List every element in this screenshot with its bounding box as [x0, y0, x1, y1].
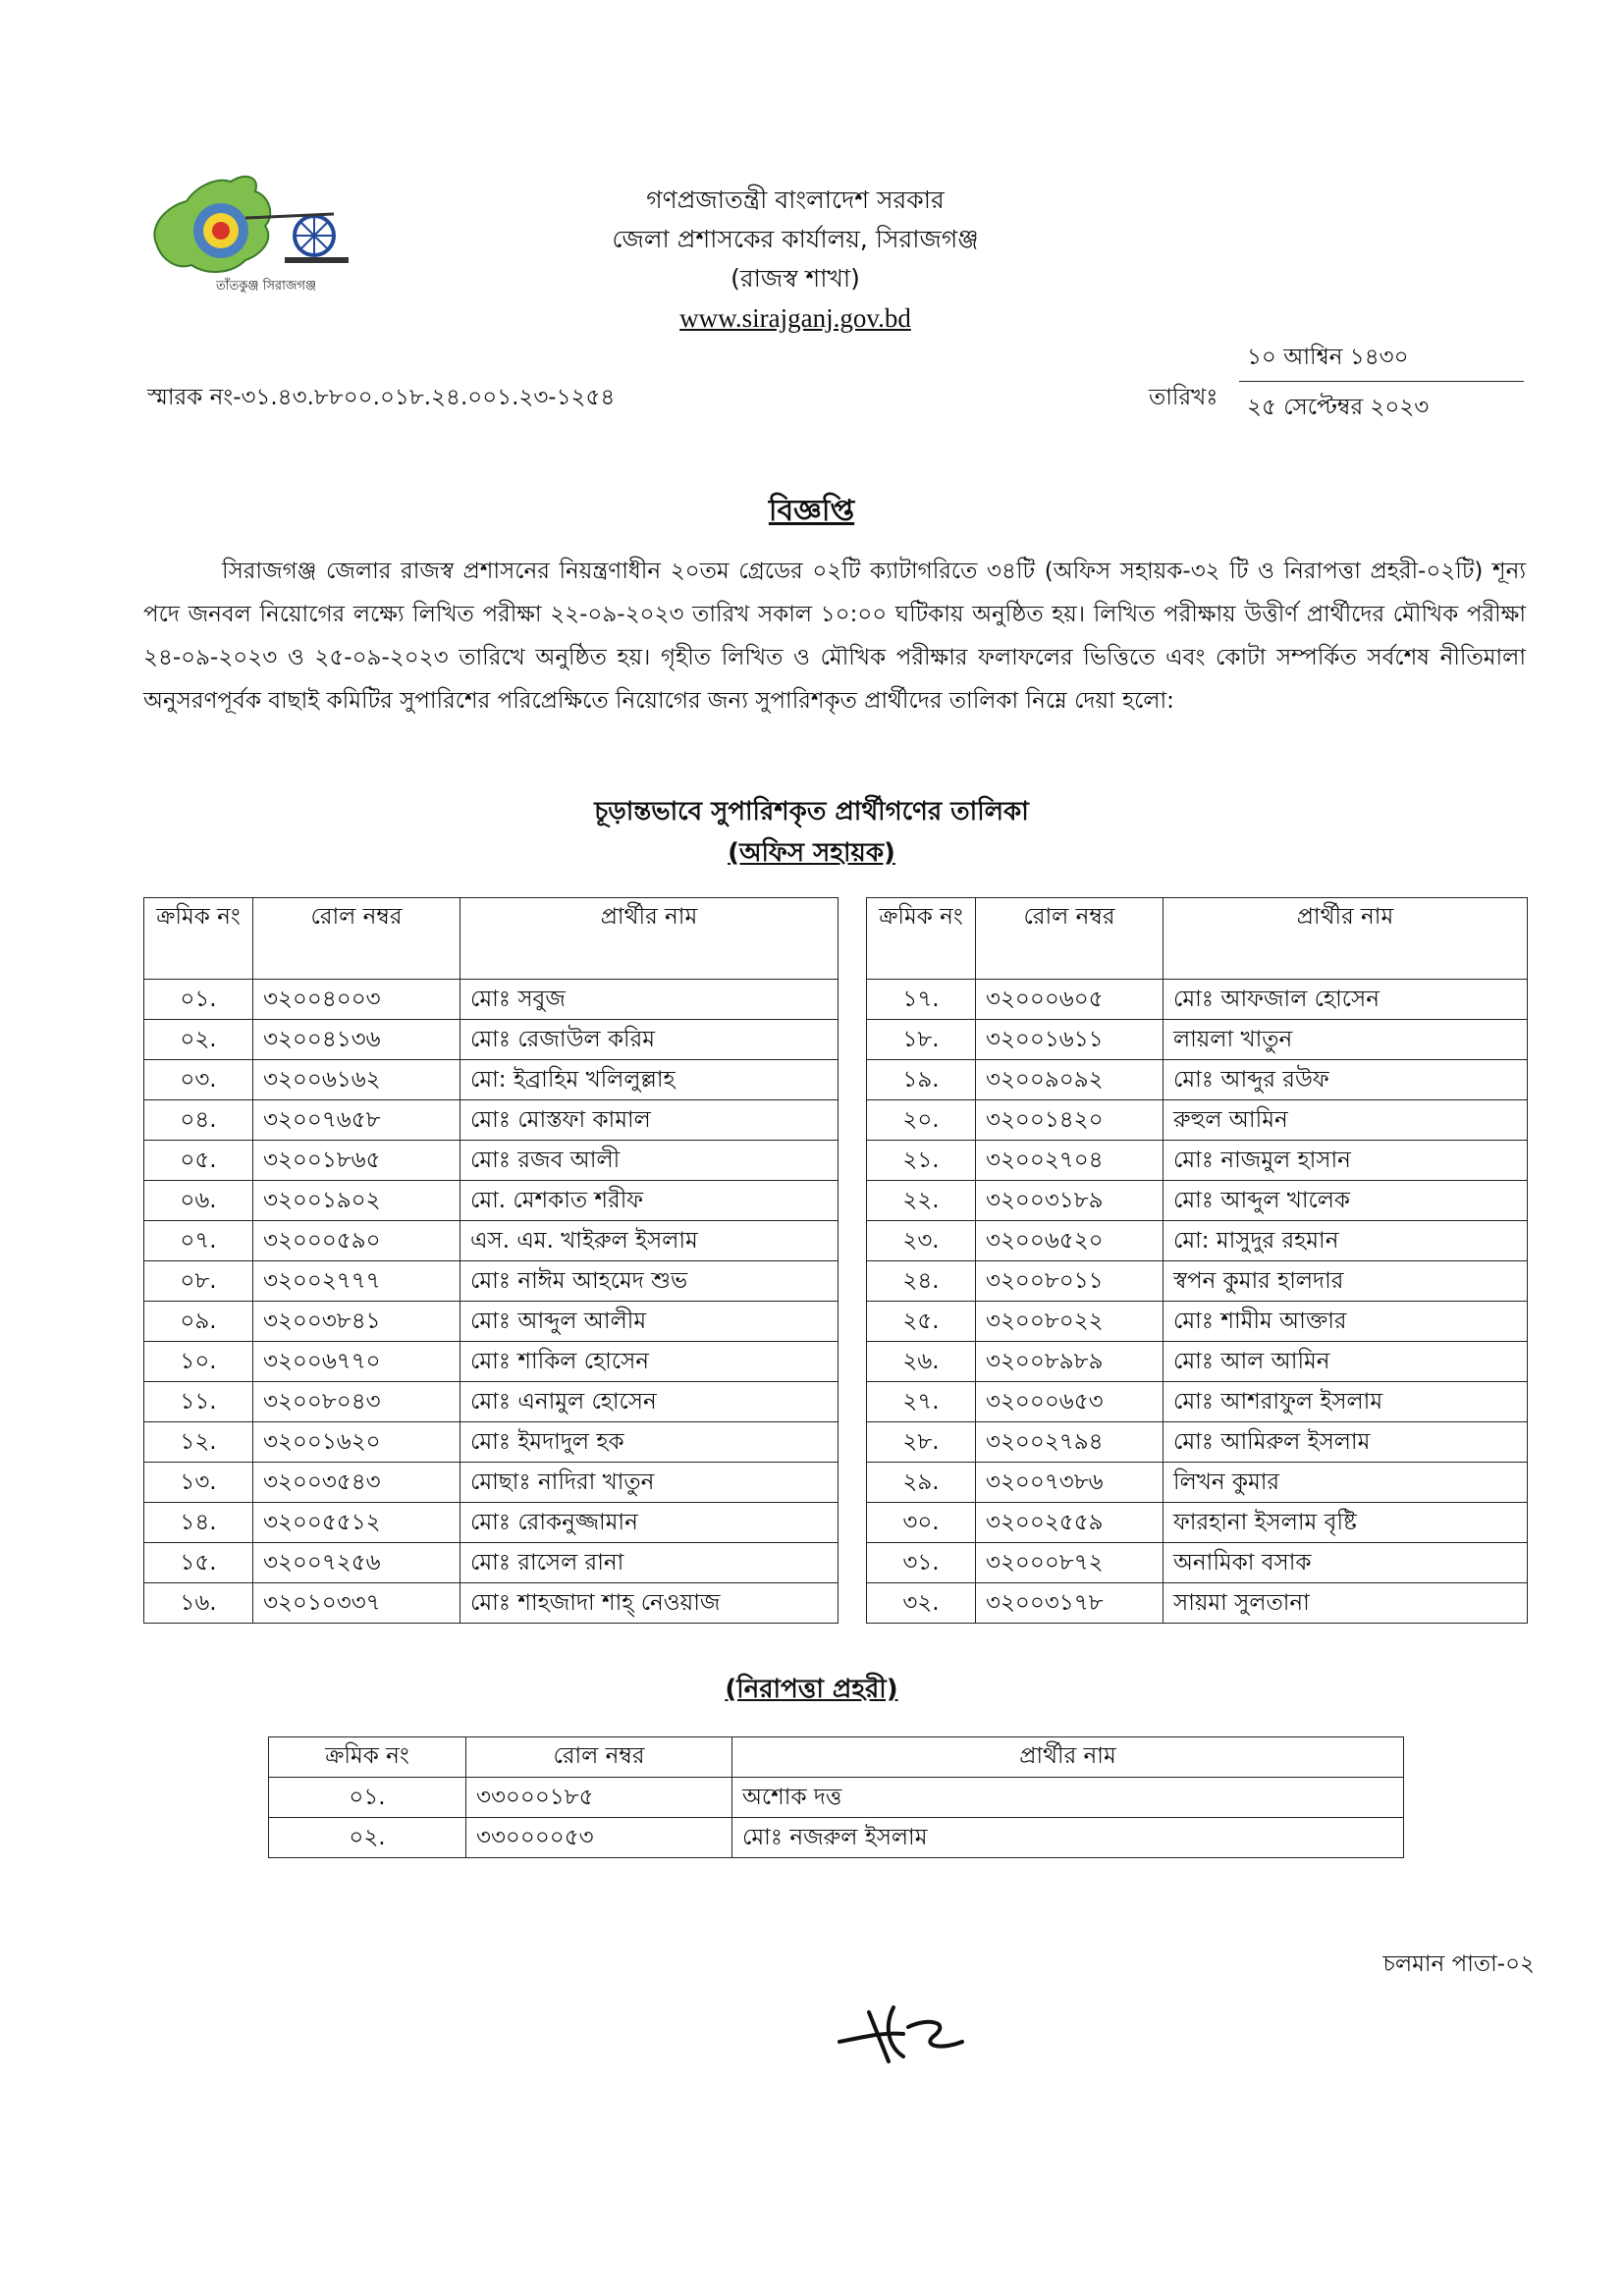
security-guard-table	[268, 1736, 1404, 1858]
serial-cell: ০১.	[144, 980, 253, 1020]
roll-cell: ৩২০০১৯০২	[253, 1181, 460, 1221]
serial-cell: ২৩.	[867, 1221, 976, 1261]
office-section-title: (অফিস সহায়ক)	[728, 838, 895, 868]
date-divider	[1239, 381, 1524, 382]
name-cell: মোঃ আল আমিন	[1163, 1342, 1528, 1382]
table-row	[269, 1818, 1404, 1858]
col-name: প্রার্থীর নাম	[732, 1737, 1404, 1778]
name-cell: মোঃ এনামুল হোসেন	[460, 1382, 839, 1422]
table-row	[144, 1543, 839, 1583]
table-row	[867, 1221, 1528, 1261]
date-label: তারিখঃ	[1149, 385, 1218, 410]
table-row	[269, 1778, 1404, 1818]
table-row	[867, 980, 1528, 1020]
govt-name: গণপ্রজাতন্ত্রী বাংলাদেশ সরকার	[646, 186, 945, 214]
serial-cell: ২০.	[867, 1100, 976, 1141]
table-row	[867, 1060, 1528, 1100]
roll-cell: ৩২০০৬৫২০	[976, 1221, 1163, 1261]
table-row	[867, 1543, 1528, 1583]
roll-cell: ৩২০০৩৮৪১	[253, 1302, 460, 1342]
table-row	[867, 1463, 1528, 1503]
date-gregorian: ২৫ সেপ্টেম্বর ২০২৩	[1247, 395, 1430, 420]
table-row	[144, 1221, 839, 1261]
name-cell: রুহুল আমিন	[1163, 1100, 1528, 1141]
name-cell: মোঃ রোকনুজ্জামান	[460, 1503, 839, 1543]
name-cell: মোঃ শাহজাদা শাহ্ নেওয়াজ	[460, 1583, 839, 1624]
roll-cell: ৩২০০১৬২০	[253, 1422, 460, 1463]
serial-cell: ২৫.	[867, 1302, 976, 1342]
date-bengali: ১০ আশ্বিন ১৪৩০	[1247, 345, 1409, 370]
serial-cell: ১৪.	[144, 1503, 253, 1543]
notice-body: সিরাজগঞ্জ জেলার রাজস্ব প্রশাসনের নিয়ন্ত্রণাধীন ২০তম গ্রেডের ০২টি ক্যাটাগরিতে ৩৪টি (অফিস সহায়ক-৩২ টি ও নিরাপত্তা প্রহরী-০২টি) শূন্য পদে জনবল নিয়োগের লক্ষ্যে লিখিত পরীক্ষা ২২-০৯-২০২৩ তারিখ সকাল ১০:০০ ঘটিকায় অনুষ্ঠিত হয়। লিখিত পরীক্ষায় উত্তীর্ণ প্রার্থীদের মৌখিক পরীক্ষা ২৪-০৯-২০২৩ ও ২৫-০৯-২০২৩ তারিখে অনুষ্ঠিত হয়। গৃহীত লিখিত ও মৌখিক পরীক্ষার ফলাফলের ভিত্তিতে এবং কোটা সম্পর্কিত সর্বশেষ নীতিমালা অনুসরণপূর্বক বাছাই কমিটির সুপারিশের পরিপ্রেক্ষিতে নিয়োগের জন্য সুপারিশকৃত প্রার্থীদের তালিকা নিম্নে দেয়া হলো:	[143, 559, 1526, 714]
roll-cell: ৩২০০২৭০৪	[976, 1141, 1163, 1181]
roll-cell: ৩৩০০০১৮৫	[466, 1778, 732, 1818]
name-cell: মো. মেশকাত শরীফ	[460, 1181, 839, 1221]
roll-cell: ৩২০০৮৯৮৯	[976, 1342, 1163, 1382]
office-assistant-table-left	[143, 897, 839, 1624]
table-row	[144, 1342, 839, 1382]
table-row	[867, 1141, 1528, 1181]
roll-cell: ৩২০০১৮৬৫	[253, 1141, 460, 1181]
roll-cell: ৩২০০৩৫৪৩	[253, 1463, 460, 1503]
table-row	[867, 1302, 1528, 1342]
serial-cell: ২৯.	[867, 1463, 976, 1503]
website-link[interactable]: www.sirajganj.gov.bd	[679, 303, 911, 333]
notice-title: বিজ্ঞপ্তি	[768, 494, 855, 528]
serial-cell: ১৬.	[144, 1583, 253, 1624]
roll-cell: ৩২০০৮০৪৩	[253, 1382, 460, 1422]
name-cell: মোঃ রেজাউল করিম	[460, 1020, 839, 1060]
name-cell: মোঃ আফজাল হোসেন	[1163, 980, 1528, 1020]
roll-cell: ৩২০০৭৬৫৮	[253, 1100, 460, 1141]
roll-cell: ৩২০০২৫৫৯	[976, 1503, 1163, 1543]
serial-cell: ০৩.	[144, 1060, 253, 1100]
roll-cell: ৩২০০৩১৭৮	[976, 1583, 1163, 1624]
serial-cell: ১৮.	[867, 1020, 976, 1060]
roll-cell: ৩২০০৬৭৭০	[253, 1342, 460, 1382]
roll-cell: ৩৩০০০০৫৩	[466, 1818, 732, 1858]
office-assistant-table-right	[866, 897, 1528, 1624]
serial-cell: ০৬.	[144, 1181, 253, 1221]
roll-cell: ৩২০০৭৩৮৬	[976, 1463, 1163, 1503]
table-row	[144, 1141, 839, 1181]
name-cell: মোঃ নাজমুল হাসান	[1163, 1141, 1528, 1181]
branch-name: (রাজস্ব শাখা)	[730, 264, 860, 293]
roll-cell: ৩২০০০৫৯০	[253, 1221, 460, 1261]
serial-cell: ২৮.	[867, 1422, 976, 1463]
roll-cell: ৩২০০১৪২০	[976, 1100, 1163, 1141]
list-title: চূড়ান্তভাবে সুপারিশকৃত প্রার্থীগণের তালিকা	[594, 797, 1029, 827]
table-row	[144, 1422, 839, 1463]
roll-cell: ৩২০০০৬০৫	[976, 980, 1163, 1020]
name-cell: স্বপন কুমার হালদার	[1163, 1261, 1528, 1302]
serial-cell: ৩২.	[867, 1583, 976, 1624]
table-row	[144, 1100, 839, 1141]
name-cell: মোঃ মোস্তফা কামাল	[460, 1100, 839, 1141]
col-roll: রোল নম্বর	[466, 1737, 732, 1778]
roll-cell: ৩২০০৪০০৩	[253, 980, 460, 1020]
table-row	[867, 1583, 1528, 1624]
roll-cell: ৩২০১০৩৩৭	[253, 1583, 460, 1624]
name-cell: মো: মাসুদুর রহমান	[1163, 1221, 1528, 1261]
name-cell: মোঃ আমিরুল ইসলাম	[1163, 1422, 1528, 1463]
serial-cell: ০৪.	[144, 1100, 253, 1141]
serial-cell: ৩১.	[867, 1543, 976, 1583]
table-row	[867, 1181, 1528, 1221]
table-row	[867, 1342, 1528, 1382]
name-cell: মোঃ রজব আলী	[460, 1141, 839, 1181]
col-name: প্রার্থীর নাম	[1163, 898, 1528, 980]
serial-cell: ৩০.	[867, 1503, 976, 1543]
roll-cell: ৩২০০২৭৯৪	[976, 1422, 1163, 1463]
serial-cell: ১১.	[144, 1382, 253, 1422]
name-cell: অশোক দত্ত	[732, 1778, 1404, 1818]
name-cell: মোঃ নজরুল ইসলাম	[732, 1818, 1404, 1858]
serial-cell: ১৭.	[867, 980, 976, 1020]
table-row	[867, 1422, 1528, 1463]
roll-cell: ৩২০০৯০৯২	[976, 1060, 1163, 1100]
name-cell: সায়মা সুলতানা	[1163, 1583, 1528, 1624]
serial-cell: ০৭.	[144, 1221, 253, 1261]
roll-cell: ৩২০০৫৫১২	[253, 1503, 460, 1543]
guard-section-title: (নিরাপত্তা প্রহরী)	[725, 1675, 898, 1704]
table-row	[144, 1583, 839, 1624]
table-row	[144, 1503, 839, 1543]
serial-cell: ১০.	[144, 1342, 253, 1382]
memo-number: স্মারক নং-৩১.৪৩.৮৮০০.০১৮.২৪.০০১.২৩-১২৫৪	[147, 385, 616, 410]
name-cell: মোঃ সবুজ	[460, 980, 839, 1020]
serial-cell: ২৪.	[867, 1261, 976, 1302]
roll-cell: ৩২০০১৬১১	[976, 1020, 1163, 1060]
serial-cell: ২৬.	[867, 1342, 976, 1382]
table-row	[867, 1100, 1528, 1141]
serial-cell: ০৮.	[144, 1261, 253, 1302]
serial-cell: ০৫.	[144, 1141, 253, 1181]
table-row	[144, 980, 839, 1020]
table-row	[144, 1382, 839, 1422]
name-cell: মোঃ রাসেল রানা	[460, 1543, 839, 1583]
serial-cell: ২১.	[867, 1141, 976, 1181]
col-roll: রোল নম্বর	[253, 898, 460, 980]
serial-cell: ১৯.	[867, 1060, 976, 1100]
roll-cell: ৩২০০৬১৬২	[253, 1060, 460, 1100]
roll-cell: ৩২০০৮০১১	[976, 1261, 1163, 1302]
roll-cell: ৩২০০৪১৩৬	[253, 1020, 460, 1060]
roll-cell: ৩২০০০৮৭২	[976, 1543, 1163, 1583]
name-cell: মোঃ শামীম আক্তার	[1163, 1302, 1528, 1342]
sirajganj-district-logo	[137, 167, 363, 299]
signature	[835, 1993, 972, 2071]
col-serial: ক্রমিক নং	[867, 898, 976, 980]
serial-cell: ১৫.	[144, 1543, 253, 1583]
name-cell: মোঃ আব্দুল খালেক	[1163, 1181, 1528, 1221]
roll-cell: ৩২০০৭২৫৬	[253, 1543, 460, 1583]
name-cell: লায়লা খাতুন	[1163, 1020, 1528, 1060]
table-row	[867, 1020, 1528, 1060]
roll-cell: ৩২০০৩১৮৯	[976, 1181, 1163, 1221]
table-row	[144, 1463, 839, 1503]
continued-page-note: চলমান পাতা-০২	[1382, 1951, 1535, 1977]
col-serial: ক্রমিক নং	[269, 1737, 466, 1778]
col-name: প্রার্থীর নাম	[460, 898, 839, 980]
table-row	[144, 1302, 839, 1342]
name-cell: এস. এম. খাইরুল ইসলাম	[460, 1221, 839, 1261]
table-row	[144, 1261, 839, 1302]
svg-text:তাঁতকুঞ্জ সিরাজগঞ্জ: তাঁতকুঞ্জ সিরাজগঞ্জ	[216, 279, 317, 294]
serial-cell: ১৩.	[144, 1463, 253, 1503]
table-row	[144, 1060, 839, 1100]
name-cell: মোছাঃ নাদিরা খাতুন	[460, 1463, 839, 1503]
name-cell: অনামিকা বসাক	[1163, 1543, 1528, 1583]
serial-cell: ০১.	[269, 1778, 466, 1818]
serial-cell: ০২.	[269, 1818, 466, 1858]
name-cell: মো: ইব্রাহিম খলিলুল্লাহ	[460, 1060, 839, 1100]
table-row	[867, 1261, 1528, 1302]
serial-cell: ১২.	[144, 1422, 253, 1463]
roll-cell: ৩২০০৮০২২	[976, 1302, 1163, 1342]
col-roll: রোল নম্বর	[976, 898, 1163, 980]
serial-cell: ০২.	[144, 1020, 253, 1060]
table-row	[144, 1181, 839, 1221]
name-cell: মোঃ নাঈম আহমেদ শুভ	[460, 1261, 839, 1302]
serial-cell: ২৭.	[867, 1382, 976, 1422]
name-cell: মোঃ ইমদাদুল হক	[460, 1422, 839, 1463]
serial-cell: ০৯.	[144, 1302, 253, 1342]
office-name: জেলা প্রশাসকের কার্যালয়, সিরাজগঞ্জ	[612, 225, 979, 253]
serial-cell: ২২.	[867, 1181, 976, 1221]
table-row	[867, 1382, 1528, 1422]
table-row	[867, 1503, 1528, 1543]
name-cell: লিখন কুমার	[1163, 1463, 1528, 1503]
roll-cell: ৩২০০২৭৭৭	[253, 1261, 460, 1302]
name-cell: মোঃ আব্দুল আলীম	[460, 1302, 839, 1342]
roll-cell: ৩২০০০৬৫৩	[976, 1382, 1163, 1422]
table-row	[144, 1020, 839, 1060]
name-cell: ফারহানা ইসলাম বৃষ্টি	[1163, 1503, 1528, 1543]
name-cell: মোঃ শাকিল হোসেন	[460, 1342, 839, 1382]
name-cell: মোঃ আশরাফুল ইসলাম	[1163, 1382, 1528, 1422]
name-cell: মোঃ আব্দুর রউফ	[1163, 1060, 1528, 1100]
col-serial: ক্রমিক নং	[144, 898, 253, 980]
